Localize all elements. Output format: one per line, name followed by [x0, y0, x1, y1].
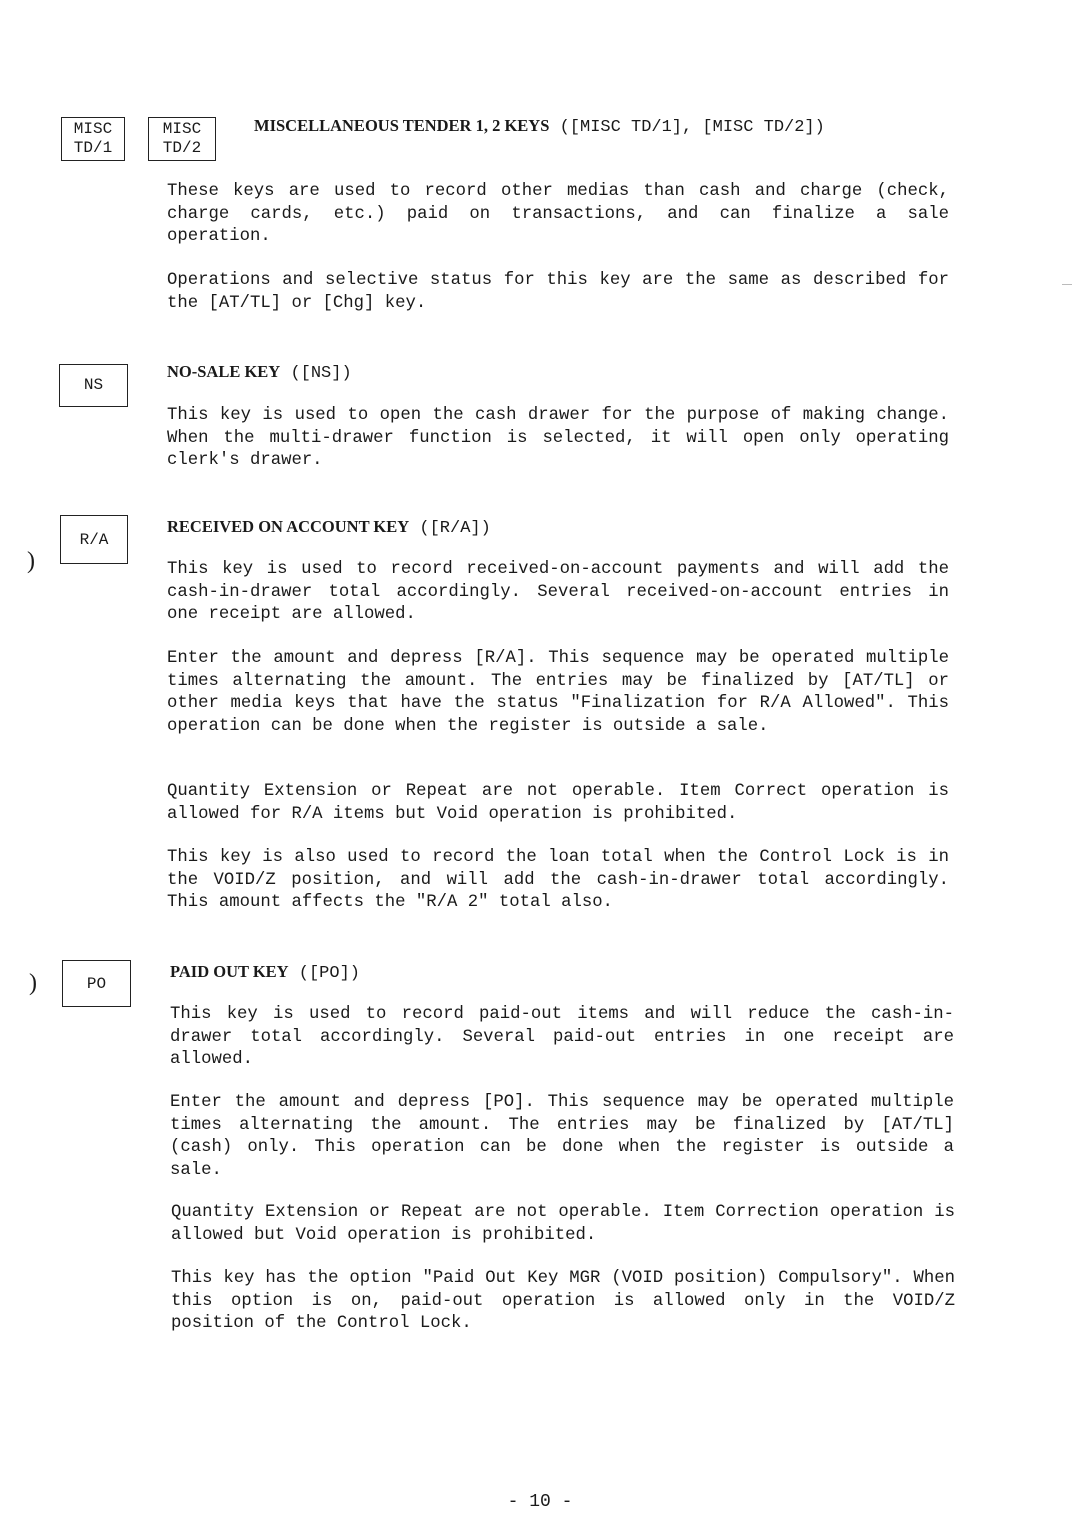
- po-paragraph-3: Quantity Extension or Repeat are not operable. Item Correction operation is allowed but Void operation is prohibited.: [171, 1203, 955, 1245]
- ns-paragraph-1: This key is used to open the cash drawer for the purpose of making change. When the multi-drawer function is selected, it will open only operating clerk's drawer.: [167, 406, 949, 470]
- po-heading-title: PAID OUT KEY: [170, 962, 289, 981]
- ra-paragraph-1: This key is used to record received-on-account payments and will add the cash-in-drawer total accordingly. Several received-on-account entries in one receipt are allowed.: [167, 560, 949, 624]
- po-key-box: [62, 960, 131, 1007]
- misc-paragraph-1: These keys are used to record other medias than cash and charge (check, charge cards, etc.) paid on transactions, and can finalize a sale operation.: [167, 182, 949, 246]
- po-heading: [170, 962, 360, 983]
- ra-key-label: R/A: [79, 531, 109, 549]
- misc-td1-key-box: [61, 117, 125, 161]
- ra-paragraph-3: Quantity Extension or Repeat are not operable. Item Correct operation is allowed for R/A items but Void operation is prohibited.: [167, 782, 949, 824]
- misc-td2-key-line2: TD/2: [162, 139, 202, 157]
- ra-paragraph-2: Enter the amount and depress [R/A]. This sequence may be operated multiple times alternating the amount. The entries may be finalized by [AT/TL] or other media keys that have the status "Finalization for R/A Allowed". This operation can be done when the register is outside a sale.: [167, 649, 949, 736]
- po-paragraph-4: This key has the option "Paid Out Key MGR (VOID position) Compulsory". When this option is on, paid-out operation is allowed only in the VOID/Z position of the Control Lock.: [171, 1269, 955, 1333]
- ra-key-box: [60, 515, 128, 564]
- ra-heading-keys: ([R/A]): [419, 519, 491, 538]
- margin-mark-ra: ): [27, 548, 35, 574]
- ra-heading-title: RECEIVED ON ACCOUNT KEY: [167, 517, 410, 536]
- misc-td2-key-box: [148, 117, 216, 161]
- ns-heading-title: NO-SALE KEY: [167, 362, 281, 381]
- misc-heading: [254, 116, 825, 137]
- po-paragraph-1: This key is used to record paid-out items and will reduce the cash-in-drawer total accordingly. Several paid-out entries in one receipt are allowed.: [170, 1005, 954, 1069]
- po-key-label: PO: [86, 975, 107, 993]
- po-paragraph-2: Enter the amount and depress [PO]. This sequence may be operated multiple times alternating the amount. The entries may be finalized by [AT/TL] (cash) only. This operation can be done when the register is outside a sale.: [170, 1093, 954, 1180]
- misc-heading-title: MISCELLANEOUS TENDER 1, 2 KEYS: [254, 116, 550, 135]
- ns-heading-keys: ([NS]): [290, 364, 352, 383]
- po-heading-keys: ([PO]): [298, 964, 360, 983]
- ns-key-box: [59, 364, 128, 407]
- misc-td1-key-line2: TD/1: [73, 139, 113, 157]
- ns-key-label: NS: [83, 376, 104, 394]
- ra-heading: [167, 517, 491, 538]
- misc-td2-key-line1: MISC: [162, 120, 202, 138]
- misc-heading-keys: ([MISC TD/1], [MISC TD/2]): [559, 118, 825, 137]
- page-number: - 10 -: [507, 1492, 573, 1512]
- ns-heading: [167, 362, 352, 383]
- margin-mark-po: ): [29, 970, 37, 996]
- misc-td1-key-line1: MISC: [73, 120, 113, 138]
- misc-paragraph-2: Operations and selective status for this key are the same as described for the [AT/TL] or [Chg] key.: [167, 271, 949, 313]
- margin-dash: [1062, 284, 1072, 285]
- ra-paragraph-4: This key is also used to record the loan total when the Control Lock is in the VOID/Z position, and will add the cash-in-drawer total accordingly. This amount affects the "R/A 2" total also.: [167, 848, 949, 912]
